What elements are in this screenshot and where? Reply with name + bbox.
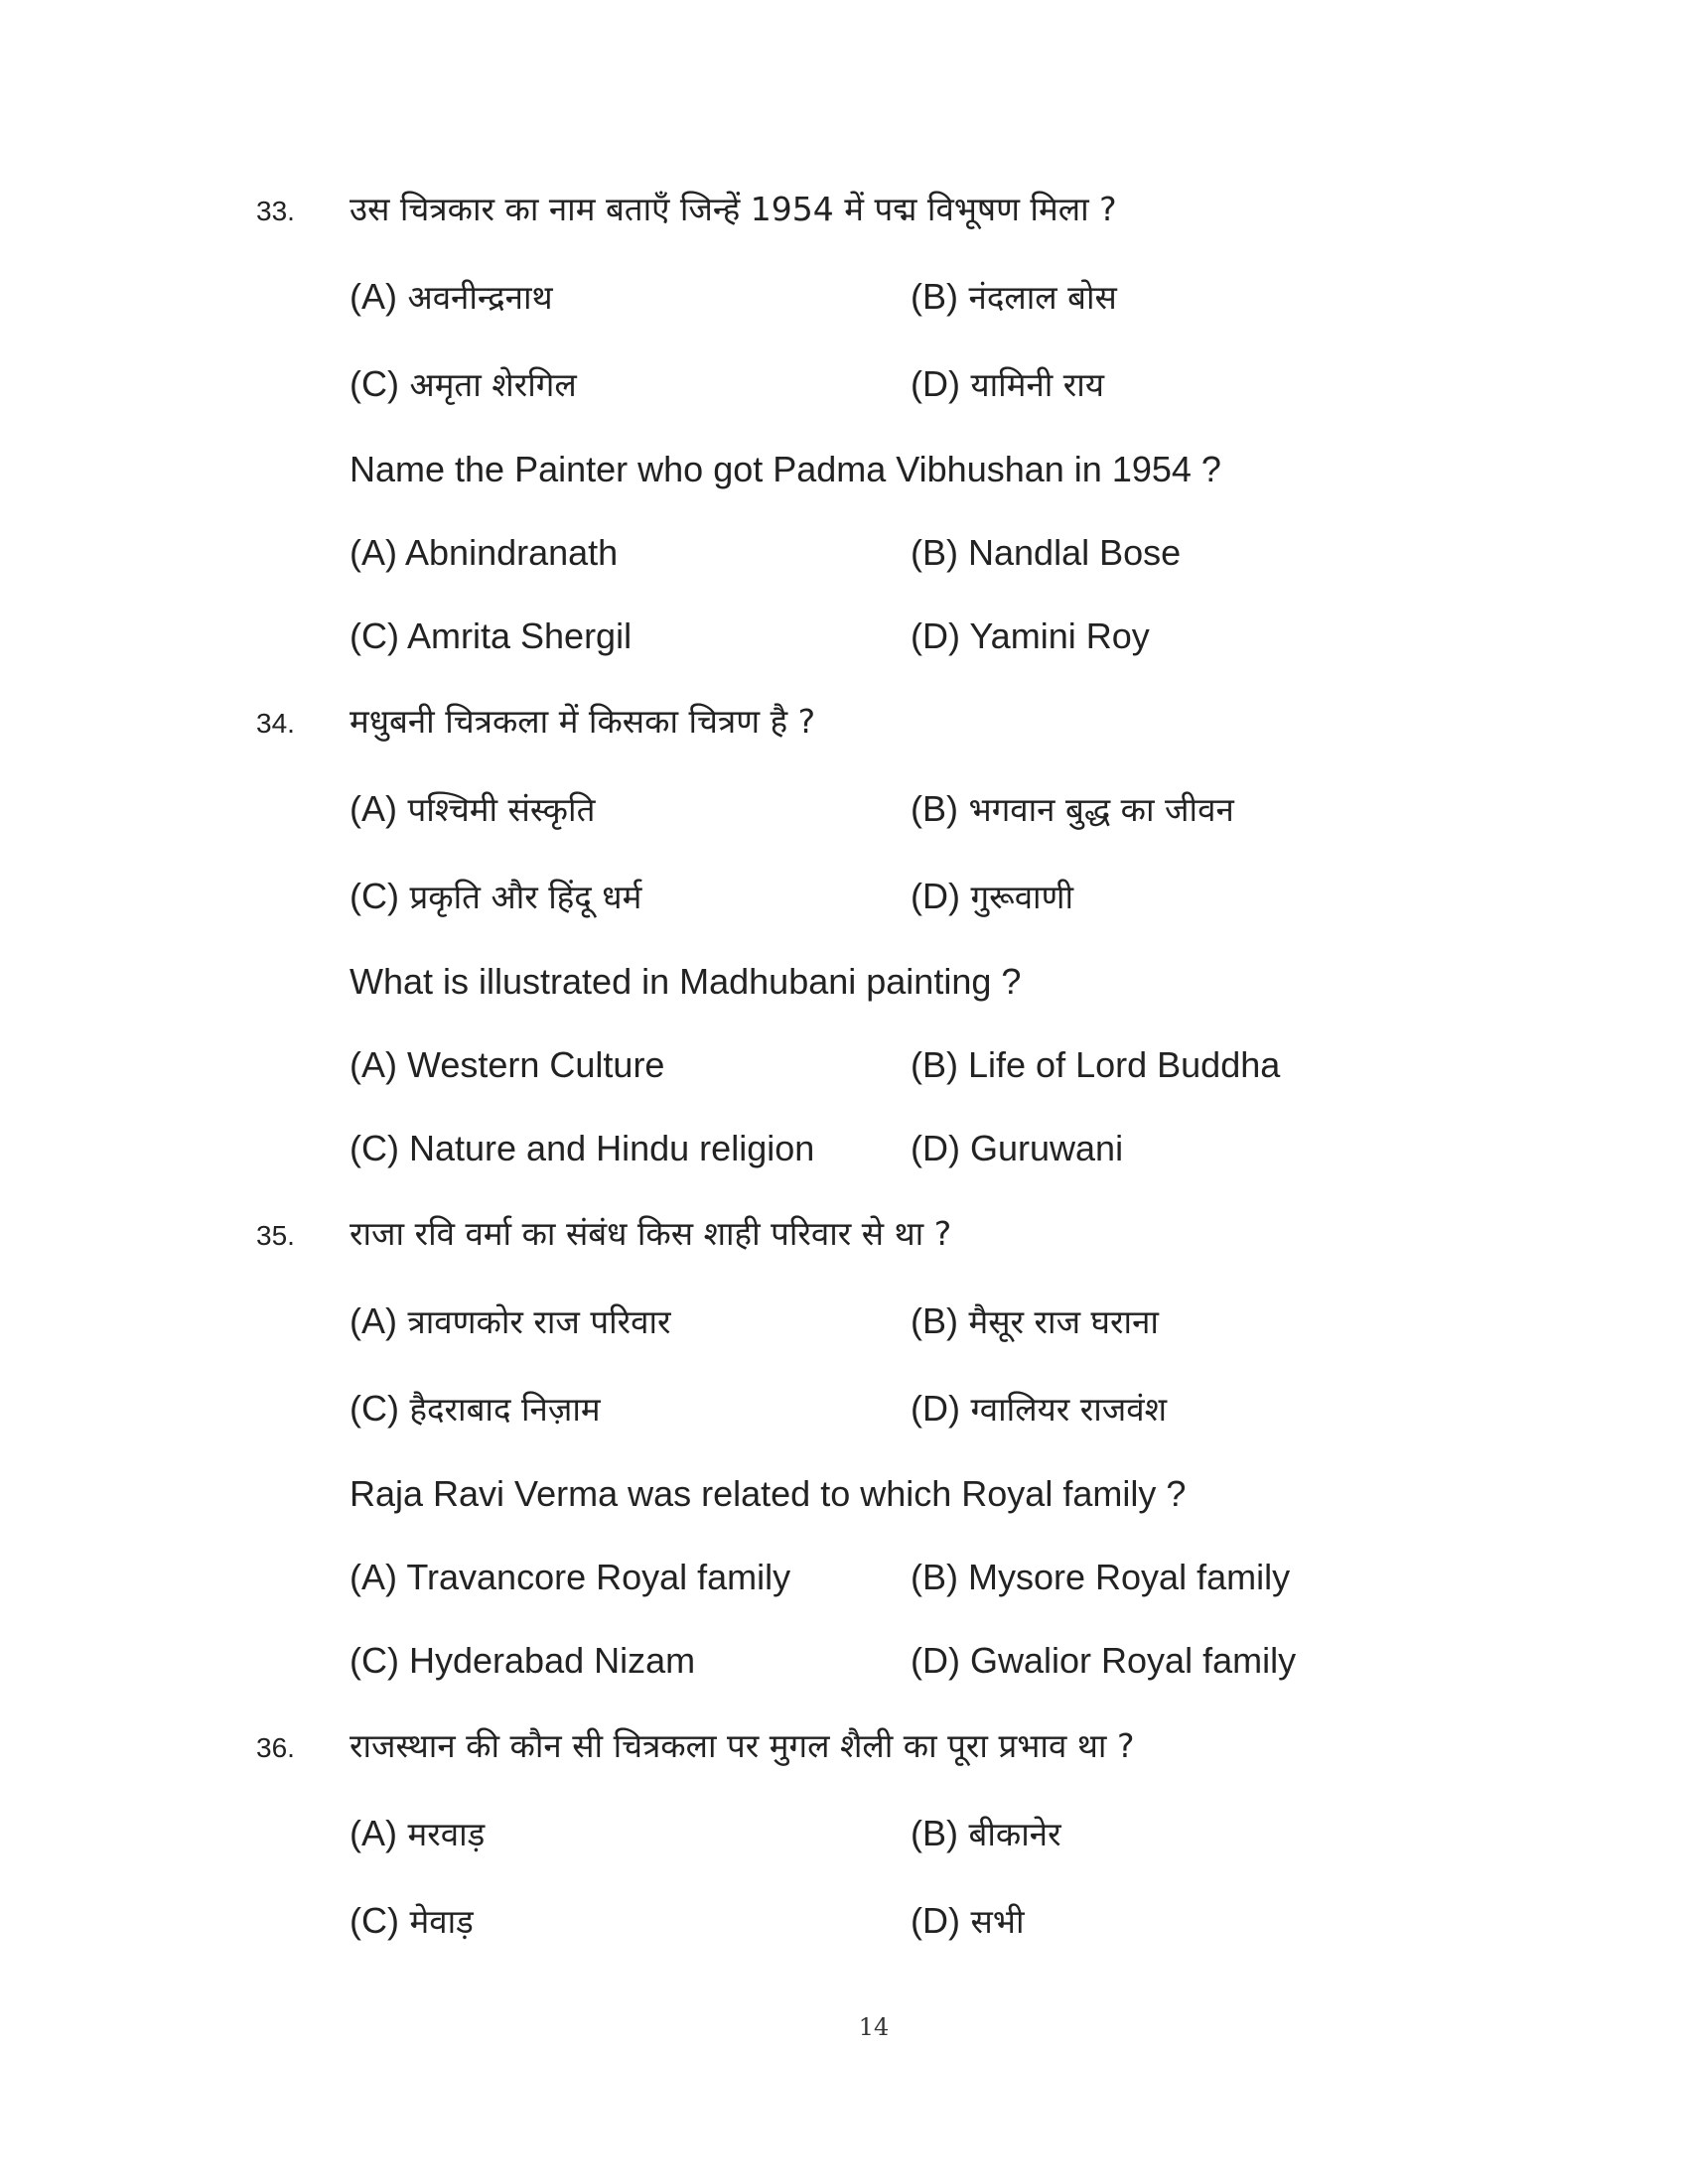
question-number: 34. xyxy=(256,708,295,739)
option-b-english: (B) Life of Lord Buddha xyxy=(911,1044,1281,1085)
question-text-english: What is illustrated in Madhubani painting ? xyxy=(350,961,1022,1002)
option-a-hindi: (A) त्रावणकोर राज परिवार xyxy=(350,1300,671,1341)
option-a-english: (A) Western Culture xyxy=(350,1044,665,1085)
question-number: 33. xyxy=(256,196,295,226)
option-a-hindi: (A) मरवाड़ xyxy=(350,1813,486,1853)
option-c-english: (C) Nature and Hindu religion xyxy=(350,1128,815,1168)
option-a-english: (A) Abnindranath xyxy=(350,532,619,573)
question-text-hindi: राजा रवि वर्मा का संबंध किस शाही परिवार से था ? xyxy=(350,1214,952,1253)
option-d-hindi: (D) सभी xyxy=(911,1900,1025,1941)
option-b-english: (B) Nandlal Bose xyxy=(911,532,1182,573)
option-a-hindi: (A) अवनीन्द्रनाथ xyxy=(350,276,553,317)
option-c-english: (C) Amrita Shergil xyxy=(350,615,633,656)
option-b-english: (B) Mysore Royal family xyxy=(911,1557,1291,1597)
option-c-hindi: (C) हैदराबाद निज़ाम xyxy=(350,1388,601,1429)
option-b-hindi: (B) मैसूर राज घराना xyxy=(911,1300,1159,1341)
option-d-english: (D) Yamini Roy xyxy=(911,615,1150,656)
question-number: 35. xyxy=(256,1220,295,1251)
question-text-hindi: राजस्थान की कौन सी चित्रकला पर मुगल शैली का पूरा प्रभाव था ? xyxy=(350,1726,1135,1765)
option-d-english: (D) Guruwani xyxy=(911,1128,1124,1168)
question-number: 36. xyxy=(256,1732,295,1763)
question-text-hindi: मधुबनी चित्रकला में किसका चित्रण है ? xyxy=(350,702,816,741)
option-c-english: (C) Hyderabad Nizam xyxy=(350,1640,696,1681)
option-b-hindi: (B) नंदलाल बोस xyxy=(911,276,1117,317)
option-c-hindi: (C) अमृता शेरगिल xyxy=(350,363,577,404)
option-b-hindi: (B) बीकानेर xyxy=(911,1813,1061,1853)
option-b-hindi: (B) भगवान बुद्ध का जीवन xyxy=(911,788,1234,829)
question-text-english: Name the Painter who got Padma Vibhushan in 1954 ? xyxy=(350,449,1221,489)
question-text-english: Raja Ravi Verma was related to which Royal family ? xyxy=(350,1473,1187,1514)
option-d-hindi: (D) गुरूवाणी xyxy=(911,876,1074,916)
option-d-english: (D) Gwalior Royal family xyxy=(911,1640,1297,1681)
question-text-hindi: उस चित्रकार का नाम बताएँ जिन्हें 1954 में पद्म विभूषण मिला ? xyxy=(350,190,1117,228)
page-number: 14 xyxy=(858,2013,890,2041)
option-d-hindi: (D) ग्वालियर राजवंश xyxy=(911,1388,1168,1429)
option-d-hindi: (D) यामिनी राय xyxy=(911,363,1104,404)
option-a-english: (A) Travancore Royal family xyxy=(350,1557,791,1597)
option-c-hindi: (C) प्रकृति और हिंदू धर्म xyxy=(350,876,642,916)
option-a-hindi: (A) पश्चिमी संस्कृति xyxy=(350,788,596,829)
option-c-hindi: (C) मेवाड़ xyxy=(350,1900,474,1941)
